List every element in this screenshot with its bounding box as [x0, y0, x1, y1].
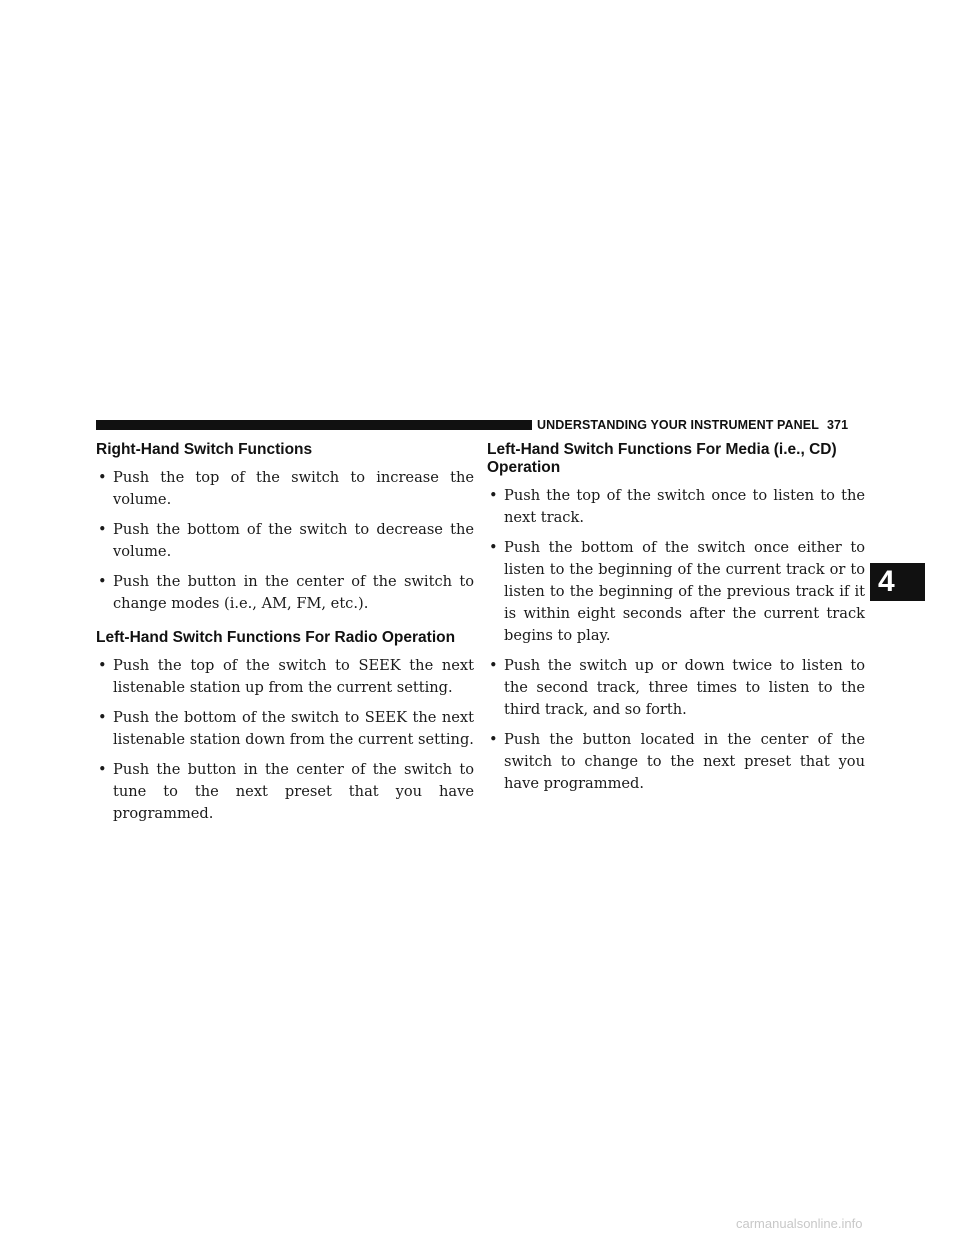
- bullet-icon: •: [489, 657, 498, 674]
- section-heading: Right-Hand Switch Functions: [96, 441, 313, 458]
- list-item: [487, 655, 865, 721]
- list-item: [96, 467, 474, 511]
- list-item-text: Push the top of the switch to SEEK the next listenable station up from the current setting.: [113, 657, 474, 696]
- list-item: [96, 519, 474, 563]
- bullet-icon: •: [489, 487, 498, 504]
- bullet-icon: •: [98, 761, 107, 778]
- list-item-text: Push the button in the center of the switch to tune to the next preset that you have programmed.: [113, 761, 474, 822]
- list-item: [487, 485, 865, 529]
- bullet-list: [96, 467, 474, 615]
- list-item: [96, 571, 474, 615]
- list-item-text: Push the button located in the center of the switch to change to the next preset that you have programmed.: [504, 731, 865, 792]
- page-number: 371: [826, 418, 849, 432]
- bullet-icon: •: [98, 573, 107, 590]
- list-item-text: Push the bottom of the switch once either to listen to the beginning of the current track or to listen to the beginning of the previous track if it is within eight seconds after the current track begins to play.: [504, 539, 865, 644]
- bullet-list: [96, 655, 474, 825]
- list-item-text: Push the top of the switch once to listen to the next track.: [504, 487, 865, 526]
- list-item: [487, 729, 865, 795]
- header-rule: [96, 420, 532, 430]
- bullet-icon: •: [98, 709, 107, 726]
- bullet-icon: •: [98, 657, 107, 674]
- list-item-text: Push the top of the switch to increase the volume.: [113, 469, 474, 508]
- running-header: [537, 417, 863, 433]
- bullet-icon: •: [489, 539, 498, 556]
- left-column: [96, 441, 474, 833]
- section-heading: Left-Hand Switch Functions For Radio Operation: [96, 629, 456, 646]
- list-item: [96, 655, 474, 699]
- section-heading: Left-Hand Switch Functions For Media (i.e., CD) Operation: [487, 441, 837, 476]
- watermark: carmanualsonline.info: [736, 1216, 863, 1231]
- header-title: UNDERSTANDING YOUR INSTRUMENT PANEL: [537, 418, 819, 432]
- list-item-text: Push the button in the center of the switch to change modes (i.e., AM, FM, etc.).: [113, 573, 474, 612]
- list-item: [96, 707, 474, 751]
- list-item: [487, 537, 865, 647]
- bullet-icon: •: [98, 469, 107, 486]
- bullet-icon: •: [489, 731, 498, 748]
- bullet-list: [487, 485, 865, 795]
- right-column: [487, 441, 865, 803]
- bullet-icon: •: [98, 521, 107, 538]
- list-item: [96, 759, 474, 825]
- list-item-text: Push the bottom of the switch to SEEK the next listenable station down from the current setting.: [113, 709, 474, 748]
- chapter-tab: 4: [870, 563, 925, 601]
- list-item-text: Push the switch up or down twice to listen to the second track, three times to listen to the third track, and so forth.: [504, 657, 865, 718]
- list-item-text: Push the bottom of the switch to decrease the volume.: [113, 521, 474, 560]
